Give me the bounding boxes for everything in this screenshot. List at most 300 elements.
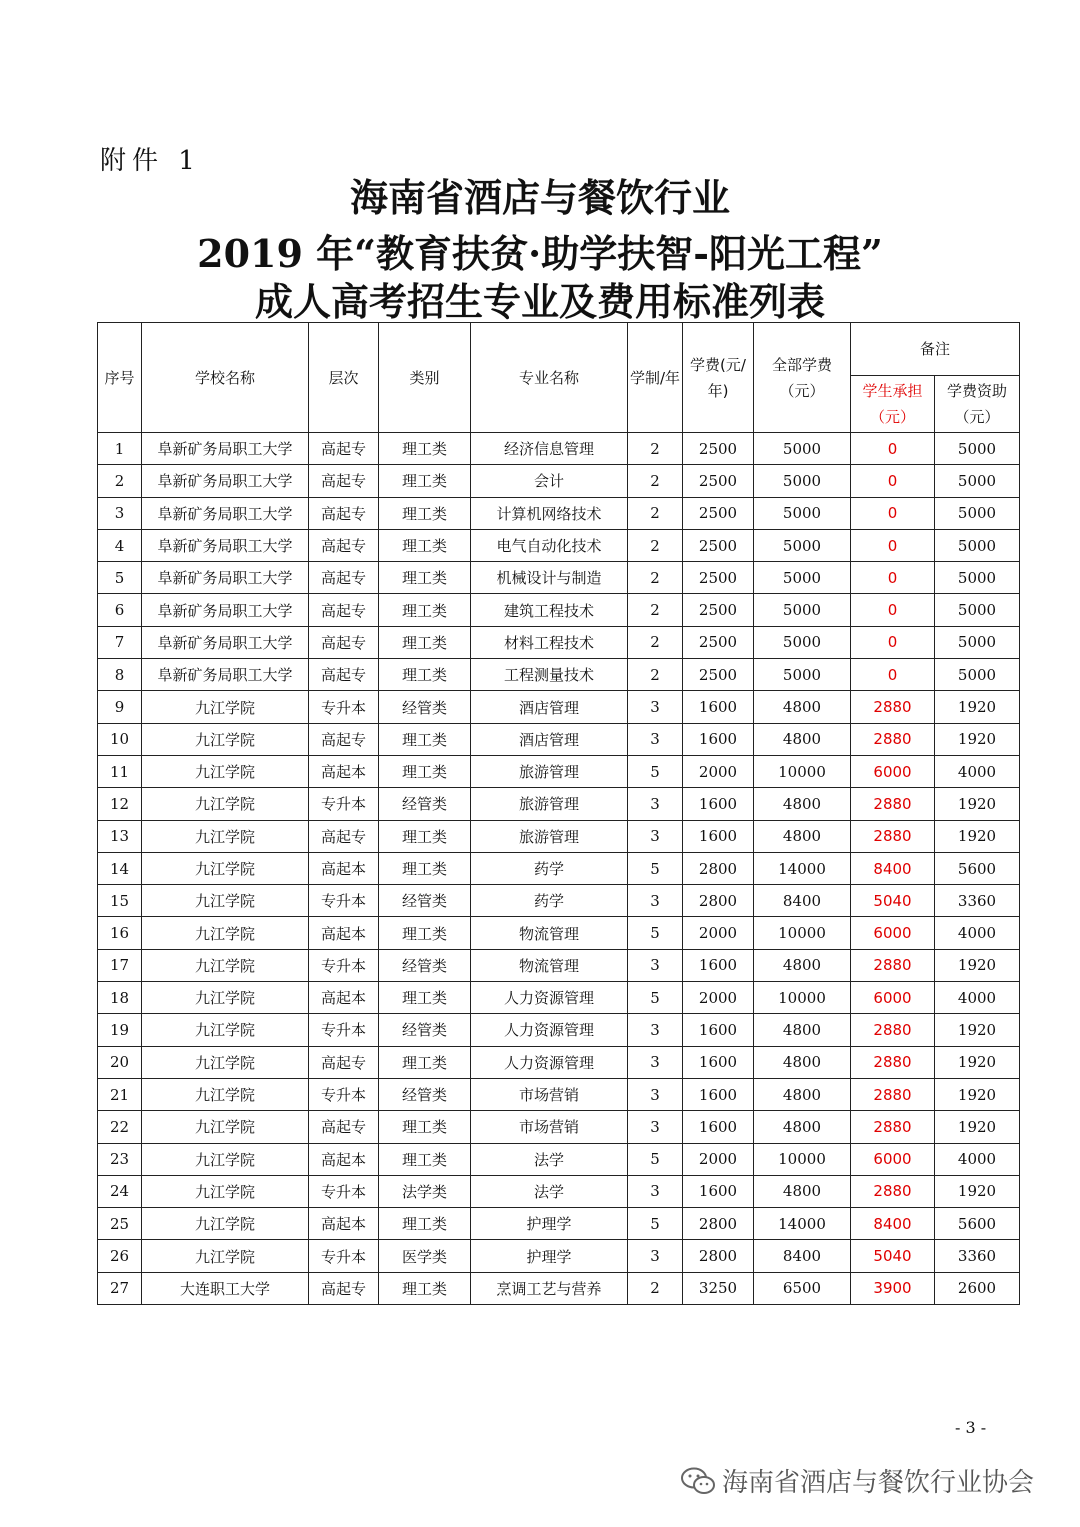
cell-level: 高起专 bbox=[309, 562, 379, 594]
cell-subsidy: 1920 bbox=[935, 788, 1020, 820]
cell-total: 10000 bbox=[754, 917, 851, 949]
cell-fee: 1600 bbox=[683, 1046, 754, 1078]
cell-years: 2 bbox=[628, 433, 683, 465]
cell-school: 九江学院 bbox=[142, 1175, 309, 1207]
table-row bbox=[98, 852, 1020, 884]
cell-student-pays: 0 bbox=[851, 626, 935, 658]
cell-seq: 1 bbox=[98, 433, 142, 465]
cell-major: 物流管理 bbox=[471, 917, 628, 949]
cell-category: 理工类 bbox=[379, 1208, 471, 1240]
cell-years: 3 bbox=[628, 1240, 683, 1272]
cell-fee: 3250 bbox=[683, 1272, 754, 1304]
cell-major: 市场营销 bbox=[471, 1078, 628, 1110]
cell-subsidy: 4000 bbox=[935, 982, 1020, 1014]
cell-school: 九江学院 bbox=[142, 885, 309, 917]
cell-major: 建筑工程技术 bbox=[471, 594, 628, 626]
watermark bbox=[680, 1462, 1034, 1499]
cell-fee: 2500 bbox=[683, 659, 754, 691]
cell-category: 经管类 bbox=[379, 1078, 471, 1110]
cell-fee: 2500 bbox=[683, 465, 754, 497]
cell-level: 专升本 bbox=[309, 1175, 379, 1207]
cell-total: 4800 bbox=[754, 788, 851, 820]
cell-subsidy: 5000 bbox=[935, 659, 1020, 691]
cell-level: 专升本 bbox=[309, 1078, 379, 1110]
cell-student-pays: 5040 bbox=[851, 885, 935, 917]
cell-school: 九江学院 bbox=[142, 1046, 309, 1078]
cell-school: 阜新矿务局职工大学 bbox=[142, 562, 309, 594]
cell-seq: 8 bbox=[98, 659, 142, 691]
cell-level: 专升本 bbox=[309, 1014, 379, 1046]
cell-subsidy: 5600 bbox=[935, 1208, 1020, 1240]
cell-student-pays: 2880 bbox=[851, 1014, 935, 1046]
fee-table bbox=[97, 322, 1020, 1305]
cell-seq: 26 bbox=[98, 1240, 142, 1272]
cell-subsidy: 1920 bbox=[935, 1111, 1020, 1143]
cell-student-pays: 2880 bbox=[851, 1111, 935, 1143]
cell-student-pays: 8400 bbox=[851, 852, 935, 884]
cell-major: 经济信息管理 bbox=[471, 433, 628, 465]
cell-category: 理工类 bbox=[379, 755, 471, 787]
cell-student-pays: 8400 bbox=[851, 1208, 935, 1240]
cell-category: 理工类 bbox=[379, 917, 471, 949]
cell-major: 旅游管理 bbox=[471, 755, 628, 787]
cell-major: 物流管理 bbox=[471, 949, 628, 981]
cell-category: 经管类 bbox=[379, 885, 471, 917]
cell-student-pays: 0 bbox=[851, 594, 935, 626]
cell-fee: 2500 bbox=[683, 497, 754, 529]
cell-level: 高起专 bbox=[309, 594, 379, 626]
cell-category: 理工类 bbox=[379, 852, 471, 884]
cell-category: 理工类 bbox=[379, 529, 471, 561]
cell-subsidy: 1920 bbox=[935, 1046, 1020, 1078]
cell-category: 理工类 bbox=[379, 1272, 471, 1304]
cell-student-pays: 3900 bbox=[851, 1272, 935, 1304]
cell-years: 2 bbox=[628, 1272, 683, 1304]
cell-category: 理工类 bbox=[379, 1111, 471, 1143]
cell-major: 酒店管理 bbox=[471, 723, 628, 755]
cell-level: 高起本 bbox=[309, 755, 379, 787]
cell-seq: 15 bbox=[98, 885, 142, 917]
page-title-line-3: 成人高考招生专业及费用标准列表 bbox=[254, 279, 825, 324]
cell-total: 10000 bbox=[754, 982, 851, 1014]
cell-school: 九江学院 bbox=[142, 949, 309, 981]
cell-subsidy: 2600 bbox=[935, 1272, 1020, 1304]
table-row bbox=[98, 1078, 1020, 1110]
table-row bbox=[98, 982, 1020, 1014]
cell-years: 3 bbox=[628, 949, 683, 981]
cell-years: 2 bbox=[628, 659, 683, 691]
cell-category: 理工类 bbox=[379, 626, 471, 658]
attachment-label: 附件 1 bbox=[100, 146, 201, 176]
cell-student-pays: 6000 bbox=[851, 1143, 935, 1175]
cell-category: 理工类 bbox=[379, 594, 471, 626]
cell-major: 工程测量技术 bbox=[471, 659, 628, 691]
cell-subsidy: 1920 bbox=[935, 949, 1020, 981]
cell-total: 14000 bbox=[754, 1208, 851, 1240]
cell-level: 专升本 bbox=[309, 788, 379, 820]
cell-student-pays: 2880 bbox=[851, 1078, 935, 1110]
cell-fee: 2500 bbox=[683, 626, 754, 658]
cell-level: 高起专 bbox=[309, 497, 379, 529]
cell-major: 法学 bbox=[471, 1143, 628, 1175]
cell-school: 九江学院 bbox=[142, 820, 309, 852]
cell-fee: 2000 bbox=[683, 917, 754, 949]
cell-level: 高起专 bbox=[309, 659, 379, 691]
wechat-icon bbox=[680, 1466, 716, 1496]
cell-school: 九江学院 bbox=[142, 1208, 309, 1240]
cell-school: 阜新矿务局职工大学 bbox=[142, 626, 309, 658]
cell-years: 3 bbox=[628, 1111, 683, 1143]
cell-major: 护理学 bbox=[471, 1240, 628, 1272]
cell-student-pays: 6000 bbox=[851, 917, 935, 949]
header-fee: 学费(元/年) bbox=[683, 323, 754, 433]
cell-years: 5 bbox=[628, 982, 683, 1014]
cell-total: 4800 bbox=[754, 1014, 851, 1046]
cell-years: 3 bbox=[628, 1014, 683, 1046]
cell-school: 阜新矿务局职工大学 bbox=[142, 529, 309, 561]
cell-major: 药学 bbox=[471, 885, 628, 917]
cell-seq: 11 bbox=[98, 755, 142, 787]
cell-subsidy: 1920 bbox=[935, 820, 1020, 852]
cell-fee: 2000 bbox=[683, 982, 754, 1014]
header-category: 类别 bbox=[379, 323, 471, 433]
cell-student-pays: 0 bbox=[851, 433, 935, 465]
cell-fee: 2800 bbox=[683, 1208, 754, 1240]
cell-student-pays: 2880 bbox=[851, 788, 935, 820]
cell-seq: 4 bbox=[98, 529, 142, 561]
cell-level: 高起专 bbox=[309, 626, 379, 658]
cell-school: 九江学院 bbox=[142, 1111, 309, 1143]
cell-fee: 2500 bbox=[683, 433, 754, 465]
cell-subsidy: 1920 bbox=[935, 1078, 1020, 1110]
table-row bbox=[98, 562, 1020, 594]
cell-total: 4800 bbox=[754, 1078, 851, 1110]
cell-student-pays: 6000 bbox=[851, 982, 935, 1014]
cell-category: 法学类 bbox=[379, 1175, 471, 1207]
table-row bbox=[98, 1111, 1020, 1143]
cell-school: 九江学院 bbox=[142, 1078, 309, 1110]
page-number: - 3 - bbox=[955, 1418, 987, 1437]
cell-years: 3 bbox=[628, 1046, 683, 1078]
cell-school: 九江学院 bbox=[142, 917, 309, 949]
table-row bbox=[98, 723, 1020, 755]
cell-school: 九江学院 bbox=[142, 1014, 309, 1046]
cell-total: 4800 bbox=[754, 691, 851, 723]
cell-fee: 1600 bbox=[683, 1014, 754, 1046]
cell-subsidy: 5000 bbox=[935, 594, 1020, 626]
cell-student-pays: 0 bbox=[851, 497, 935, 529]
cell-seq: 21 bbox=[98, 1078, 142, 1110]
cell-years: 2 bbox=[628, 529, 683, 561]
cell-level: 高起本 bbox=[309, 917, 379, 949]
table-row bbox=[98, 820, 1020, 852]
cell-level: 高起专 bbox=[309, 1111, 379, 1143]
cell-level: 专升本 bbox=[309, 885, 379, 917]
cell-fee: 1600 bbox=[683, 1175, 754, 1207]
cell-years: 2 bbox=[628, 626, 683, 658]
cell-subsidy: 5000 bbox=[935, 497, 1020, 529]
cell-total: 4800 bbox=[754, 1111, 851, 1143]
cell-school: 九江学院 bbox=[142, 755, 309, 787]
cell-level: 专升本 bbox=[309, 1240, 379, 1272]
cell-seq: 20 bbox=[98, 1046, 142, 1078]
cell-years: 5 bbox=[628, 852, 683, 884]
cell-student-pays: 2880 bbox=[851, 723, 935, 755]
header-years: 学制/年 bbox=[628, 323, 683, 433]
cell-seq: 27 bbox=[98, 1272, 142, 1304]
cell-seq: 12 bbox=[98, 788, 142, 820]
cell-subsidy: 5000 bbox=[935, 433, 1020, 465]
cell-total: 4800 bbox=[754, 949, 851, 981]
cell-seq: 13 bbox=[98, 820, 142, 852]
cell-years: 2 bbox=[628, 465, 683, 497]
cell-total: 5000 bbox=[754, 562, 851, 594]
cell-student-pays: 2880 bbox=[851, 949, 935, 981]
cell-school: 九江学院 bbox=[142, 982, 309, 1014]
cell-student-pays: 0 bbox=[851, 529, 935, 561]
table-row bbox=[98, 788, 1020, 820]
cell-years: 3 bbox=[628, 691, 683, 723]
cell-major: 烹调工艺与营养 bbox=[471, 1272, 628, 1304]
cell-fee: 1600 bbox=[683, 820, 754, 852]
cell-category: 经管类 bbox=[379, 788, 471, 820]
cell-years: 2 bbox=[628, 562, 683, 594]
header-school: 学校名称 bbox=[142, 323, 309, 433]
cell-fee: 2500 bbox=[683, 562, 754, 594]
cell-major: 法学 bbox=[471, 1175, 628, 1207]
cell-seq: 5 bbox=[98, 562, 142, 594]
table-row bbox=[98, 1014, 1020, 1046]
cell-seq: 25 bbox=[98, 1208, 142, 1240]
cell-major: 会计 bbox=[471, 465, 628, 497]
table-row bbox=[98, 626, 1020, 658]
cell-fee: 1600 bbox=[683, 949, 754, 981]
cell-seq: 23 bbox=[98, 1143, 142, 1175]
cell-total: 5000 bbox=[754, 529, 851, 561]
cell-category: 理工类 bbox=[379, 659, 471, 691]
cell-subsidy: 5000 bbox=[935, 562, 1020, 594]
cell-fee: 1600 bbox=[683, 788, 754, 820]
watermark-text: 海南省酒店与餐饮行业协会 bbox=[722, 1468, 1035, 1498]
cell-category: 理工类 bbox=[379, 1143, 471, 1175]
cell-subsidy: 1920 bbox=[935, 691, 1020, 723]
cell-years: 3 bbox=[628, 723, 683, 755]
cell-student-pays: 0 bbox=[851, 465, 935, 497]
cell-subsidy: 1920 bbox=[935, 1014, 1020, 1046]
cell-level: 高起专 bbox=[309, 820, 379, 852]
cell-years: 3 bbox=[628, 820, 683, 852]
cell-category: 经管类 bbox=[379, 949, 471, 981]
cell-fee: 2000 bbox=[683, 1143, 754, 1175]
table-row bbox=[98, 594, 1020, 626]
table-row bbox=[98, 433, 1020, 465]
cell-total: 4800 bbox=[754, 723, 851, 755]
cell-level: 高起专 bbox=[309, 433, 379, 465]
cell-subsidy: 4000 bbox=[935, 1143, 1020, 1175]
cell-level: 高起本 bbox=[309, 852, 379, 884]
cell-school: 九江学院 bbox=[142, 788, 309, 820]
cell-category: 医学类 bbox=[379, 1240, 471, 1272]
cell-school: 九江学院 bbox=[142, 691, 309, 723]
cell-student-pays: 6000 bbox=[851, 755, 935, 787]
table-row bbox=[98, 691, 1020, 723]
cell-years: 3 bbox=[628, 788, 683, 820]
cell-student-pays: 0 bbox=[851, 659, 935, 691]
cell-level: 高起专 bbox=[309, 1272, 379, 1304]
cell-fee: 2000 bbox=[683, 755, 754, 787]
cell-seq: 7 bbox=[98, 626, 142, 658]
cell-total: 14000 bbox=[754, 852, 851, 884]
cell-school: 阜新矿务局职工大学 bbox=[142, 497, 309, 529]
cell-level: 高起专 bbox=[309, 1046, 379, 1078]
cell-fee: 2500 bbox=[683, 594, 754, 626]
cell-major: 材料工程技术 bbox=[471, 626, 628, 658]
cell-total: 8400 bbox=[754, 885, 851, 917]
cell-major: 计算机网络技术 bbox=[471, 497, 628, 529]
table-row bbox=[98, 1208, 1020, 1240]
header-student-pays: 学生承担（元） bbox=[851, 376, 935, 433]
cell-seq: 6 bbox=[98, 594, 142, 626]
cell-level: 专升本 bbox=[309, 949, 379, 981]
cell-category: 理工类 bbox=[379, 820, 471, 852]
table-row bbox=[98, 885, 1020, 917]
cell-seq: 16 bbox=[98, 917, 142, 949]
cell-school: 九江学院 bbox=[142, 723, 309, 755]
cell-total: 10000 bbox=[754, 1143, 851, 1175]
cell-school: 九江学院 bbox=[142, 1143, 309, 1175]
table-row bbox=[98, 465, 1020, 497]
cell-level: 高起本 bbox=[309, 1143, 379, 1175]
cell-category: 理工类 bbox=[379, 562, 471, 594]
cell-category: 理工类 bbox=[379, 723, 471, 755]
cell-seq: 17 bbox=[98, 949, 142, 981]
cell-category: 经管类 bbox=[379, 1014, 471, 1046]
cell-fee: 2800 bbox=[683, 885, 754, 917]
cell-major: 电气自动化技术 bbox=[471, 529, 628, 561]
table-row bbox=[98, 1175, 1020, 1207]
cell-level: 高起本 bbox=[309, 982, 379, 1014]
cell-school: 阜新矿务局职工大学 bbox=[142, 433, 309, 465]
cell-major: 机械设计与制造 bbox=[471, 562, 628, 594]
cell-subsidy: 5000 bbox=[935, 465, 1020, 497]
table-row bbox=[98, 949, 1020, 981]
cell-subsidy: 1920 bbox=[935, 723, 1020, 755]
cell-category: 理工类 bbox=[379, 497, 471, 529]
cell-major: 药学 bbox=[471, 852, 628, 884]
page-title-line-1: 海南省酒店与餐饮行业 bbox=[349, 175, 730, 220]
cell-school: 阜新矿务局职工大学 bbox=[142, 594, 309, 626]
cell-fee: 2800 bbox=[683, 1240, 754, 1272]
cell-subsidy: 3360 bbox=[935, 1240, 1020, 1272]
cell-fee: 2500 bbox=[683, 529, 754, 561]
cell-major: 人力资源管理 bbox=[471, 1014, 628, 1046]
cell-fee: 1600 bbox=[683, 1111, 754, 1143]
cell-level: 高起专 bbox=[309, 529, 379, 561]
cell-fee: 1600 bbox=[683, 723, 754, 755]
cell-fee: 1600 bbox=[683, 1078, 754, 1110]
cell-total: 8400 bbox=[754, 1240, 851, 1272]
header-seq: 序号 bbox=[98, 323, 142, 433]
cell-total: 5000 bbox=[754, 465, 851, 497]
cell-years: 3 bbox=[628, 1175, 683, 1207]
cell-student-pays: 2880 bbox=[851, 820, 935, 852]
cell-student-pays: 2880 bbox=[851, 691, 935, 723]
table-row bbox=[98, 529, 1020, 561]
cell-level: 高起专 bbox=[309, 723, 379, 755]
cell-seq: 14 bbox=[98, 852, 142, 884]
cell-seq: 2 bbox=[98, 465, 142, 497]
cell-total: 5000 bbox=[754, 497, 851, 529]
cell-seq: 22 bbox=[98, 1111, 142, 1143]
cell-years: 3 bbox=[628, 885, 683, 917]
header-remarks: 备注 bbox=[851, 323, 1020, 376]
table-row bbox=[98, 917, 1020, 949]
header-level: 层次 bbox=[309, 323, 379, 433]
cell-years: 5 bbox=[628, 755, 683, 787]
cell-seq: 3 bbox=[98, 497, 142, 529]
cell-years: 5 bbox=[628, 917, 683, 949]
cell-major: 护理学 bbox=[471, 1208, 628, 1240]
cell-school: 大连职工大学 bbox=[142, 1272, 309, 1304]
cell-major: 人力资源管理 bbox=[471, 1046, 628, 1078]
cell-student-pays: 2880 bbox=[851, 1175, 935, 1207]
cell-school: 阜新矿务局职工大学 bbox=[142, 659, 309, 691]
cell-category: 经管类 bbox=[379, 691, 471, 723]
cell-student-pays: 2880 bbox=[851, 1046, 935, 1078]
cell-seq: 10 bbox=[98, 723, 142, 755]
table-row bbox=[98, 659, 1020, 691]
cell-subsidy: 5000 bbox=[935, 626, 1020, 658]
table-row bbox=[98, 1143, 1020, 1175]
header-total: 全部学费（元） bbox=[754, 323, 851, 433]
cell-fee: 1600 bbox=[683, 691, 754, 723]
cell-major: 人力资源管理 bbox=[471, 982, 628, 1014]
cell-school: 阜新矿务局职工大学 bbox=[142, 465, 309, 497]
cell-total: 4800 bbox=[754, 1175, 851, 1207]
cell-school: 九江学院 bbox=[142, 852, 309, 884]
cell-major: 酒店管理 bbox=[471, 691, 628, 723]
cell-fee: 2800 bbox=[683, 852, 754, 884]
cell-category: 理工类 bbox=[379, 465, 471, 497]
cell-student-pays: 5040 bbox=[851, 1240, 935, 1272]
cell-subsidy: 5000 bbox=[935, 529, 1020, 561]
cell-level: 高起本 bbox=[309, 1208, 379, 1240]
table-row bbox=[98, 1240, 1020, 1272]
cell-subsidy: 4000 bbox=[935, 755, 1020, 787]
cell-major: 旅游管理 bbox=[471, 788, 628, 820]
cell-years: 5 bbox=[628, 1143, 683, 1175]
cell-total: 4800 bbox=[754, 820, 851, 852]
cell-years: 3 bbox=[628, 1078, 683, 1110]
cell-total: 5000 bbox=[754, 433, 851, 465]
cell-subsidy: 3360 bbox=[935, 885, 1020, 917]
cell-subsidy: 4000 bbox=[935, 917, 1020, 949]
cell-seq: 18 bbox=[98, 982, 142, 1014]
cell-total: 5000 bbox=[754, 659, 851, 691]
cell-category: 理工类 bbox=[379, 433, 471, 465]
cell-seq: 24 bbox=[98, 1175, 142, 1207]
cell-total: 4800 bbox=[754, 1046, 851, 1078]
cell-category: 理工类 bbox=[379, 982, 471, 1014]
cell-subsidy: 5600 bbox=[935, 852, 1020, 884]
cell-total: 6500 bbox=[754, 1272, 851, 1304]
cell-years: 2 bbox=[628, 594, 683, 626]
header-major: 专业名称 bbox=[471, 323, 628, 433]
cell-seq: 9 bbox=[98, 691, 142, 723]
cell-total: 5000 bbox=[754, 626, 851, 658]
cell-major: 市场营销 bbox=[471, 1111, 628, 1143]
table-row bbox=[98, 497, 1020, 529]
